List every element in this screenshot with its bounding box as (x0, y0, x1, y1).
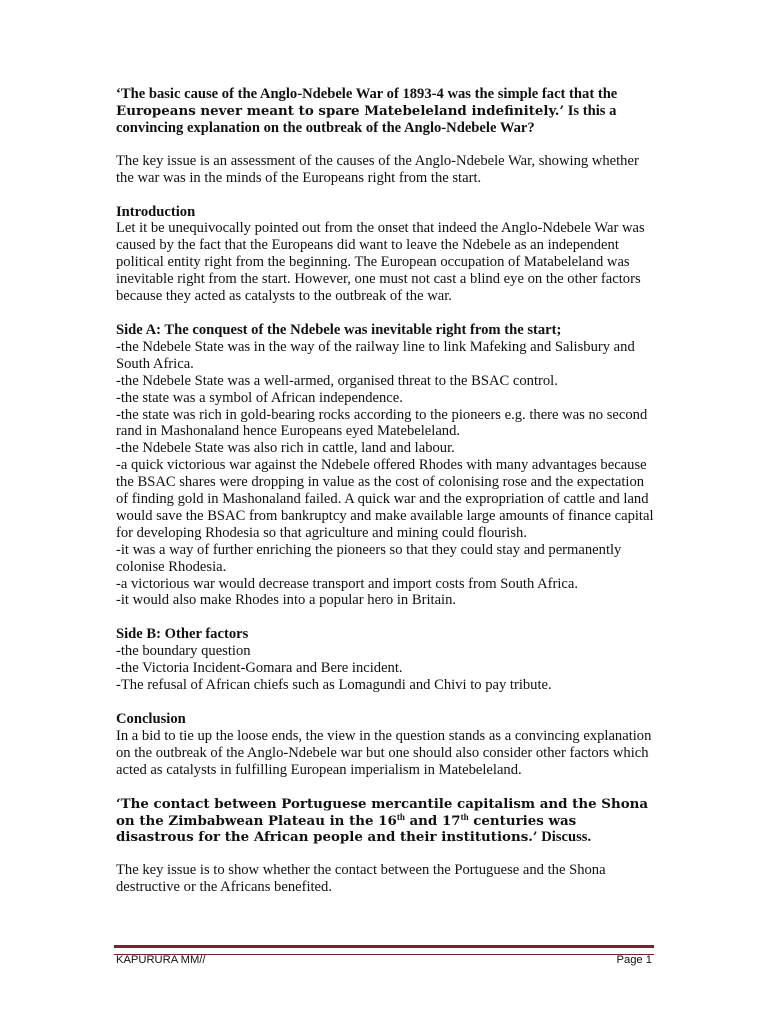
side-a-point: -it would also make Rhodes into a popular hero in Britain. (116, 592, 457, 609)
side-a-point: -a victorious war would decrease transport and import costs from South Africa. (116, 575, 579, 592)
side-b-heading: Side B: Other factors (116, 626, 249, 643)
superscript-th: th (396, 811, 405, 822)
question-1 (116, 86, 654, 137)
conclusion-body: In a bid to tie up the loose ends, the view in the question stands as a convincing explanation on the outbreak of the Anglo-Ndebele war but one should also consider other factors which acted as catalysts in fulfilling European imperialism in Matebeleland. (116, 727, 652, 778)
side-a-point: -it was a way of further enriching the pioneers so that they could stay and permanently colonise Rhodesia. (116, 541, 622, 575)
side-a-point: -the Ndebele State was a well-armed, organised threat to the BSAC control. (116, 372, 558, 389)
page-footer (116, 954, 652, 966)
introduction-section (116, 204, 654, 305)
side-a-point: -a quick victorious war against the Ndebele offered Rhodes with many advantages because the BSAC shares were dropping in value as the cost of colonising rose and the expectation of finding gold in Mashonaland failed. A quick war and the expropriation of cattle and land would save the BSAC from bankruptcy and make available large amounts of finance capital for developing Rhodesia so that agriculture and mining could flourish. (116, 457, 654, 541)
side-b-point: -the Victoria Incident-Gomara and Bere incident. (116, 660, 403, 677)
introduction-body: Let it be unequivocally pointed out from the onset that indeed the Anglo-Ndebele War was caused by the fact that the Europeans did want to leave the Ndebele as an independent political entity right from the beginning. The European occupation of Matabeleland was inevitable right from the start. However, one must not cast a blind eye on the other factors because they acted as catalysts to the outbreak of the war. (116, 220, 645, 305)
question-2 (116, 796, 654, 847)
footer-author: KAPURURA MM// (116, 954, 206, 966)
question-2-part-2: and 17 (404, 812, 461, 829)
question-2-part-3: centuries was disastrous for the African people and their institutions.’ (116, 812, 577, 846)
side-b-point: -the boundary question (116, 643, 251, 660)
question-2-part-1: ‘The contact between Portuguese mercantile capitalism and the Shona on the Zimbabwean Plateau in the 16 (116, 795, 649, 829)
question-1-line-1: ‘The basic cause of the Anglo-Ndebele War of 1893-4 was the simple fact that the (116, 86, 618, 102)
side-a-point: -the state was a symbol of African independence. (116, 389, 403, 406)
document-body (116, 86, 654, 896)
side-a-point: -the state was rich in gold-bearing rocks according to the pioneers e.g. there was no second rand in Mashonaland hence Europeans eyed Matebeleland. (116, 406, 648, 440)
conclusion-section (116, 711, 654, 779)
side-a-point: -the Ndebele State was in the way of the railway line to link Mafeking and Salisbury and South Africa. (116, 338, 635, 372)
question-2-tail: Discuss. (537, 829, 592, 846)
side-a-point: -the Ndebele State was also rich in cattle, land and labour. (116, 440, 455, 457)
question-1-line-2: Europeans never meant to spare Matebeleland indefinitely.’ (116, 102, 565, 119)
side-a-section (116, 322, 654, 609)
side-b-section (116, 626, 654, 694)
question-1-line-2-tail: Is this a convincing (116, 102, 617, 136)
question-1-line-3: explanation on the outbreak of the Anglo-Ndebele War? (186, 119, 535, 136)
side-a-heading: Side A: The conquest of the Ndebele was inevitable right from the start; (116, 321, 562, 338)
side-b-point: -The refusal of African chiefs such as Lomagundi and Chivi to pay tribute. (116, 677, 552, 694)
page-number: Page 1 (616, 954, 652, 966)
introduction-heading: Introduction (116, 203, 196, 220)
key-issue-2: The key issue is to show whether the contact between the Portuguese and the Shona destructive or the Africans benefited. (116, 862, 606, 896)
conclusion-heading: Conclusion (116, 711, 186, 727)
superscript-th: th (460, 811, 469, 822)
key-issue-1: The key issue is an assessment of the causes of the Anglo-Ndebele War, showing whether the war was in the minds of the Europeans right from the start. (116, 152, 639, 186)
